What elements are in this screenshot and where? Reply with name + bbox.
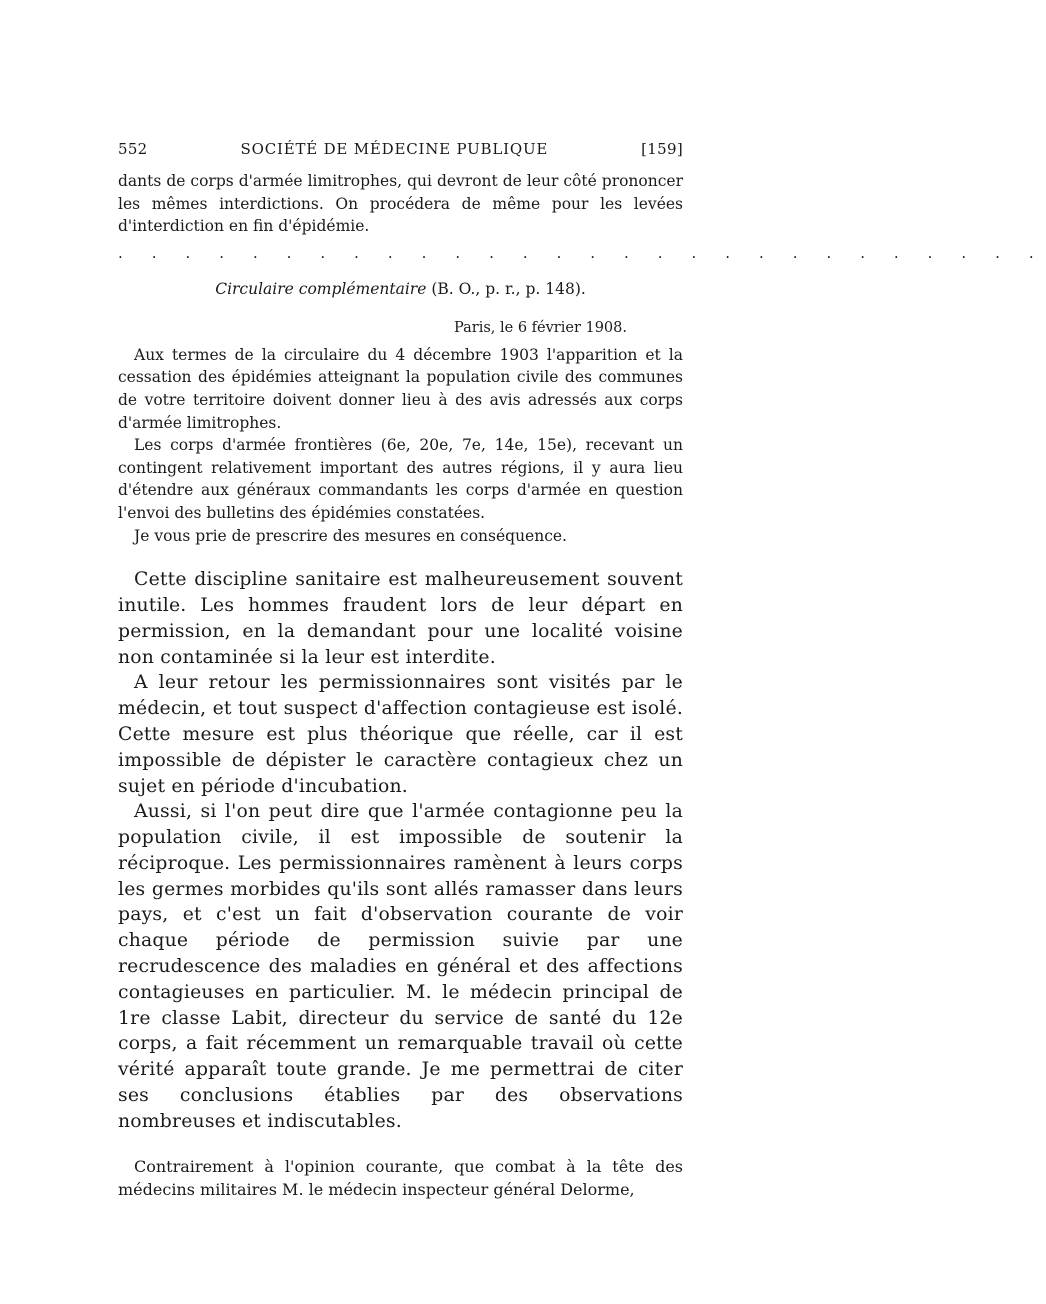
circular-reference: (B. O., p. r., p. 148). [426, 279, 586, 298]
closing-text [118, 1155, 683, 1201]
circular-title: Circulaire complémentaire [215, 279, 427, 298]
final-paragraph: Contrairement à l'opinion courante, que combat à la tête des médecins militaires M. le médecin inspecteur général Delorme, [118, 1156, 683, 1199]
body-paragraph: Cette discipline sanitaire est malheureusement souvent inutile. Les hommes fraudent lors de leur départ en permission, en la demandant pour une localité voisine non contaminée si la leur est interdite. [118, 569, 683, 668]
circular-heading [118, 280, 683, 304]
main-text [118, 567, 683, 1135]
running-title: SOCIÉTÉ DE MÉDECINE PUBLIQUE [240, 140, 549, 158]
circular-paragraph: Aux termes de la circulaire du 4 décembre 1903 l'apparition et la cessation des épidémies atteignant la population civile des communes de votre territoire doivent donner lieu à des avis adressés aux corps d'armée limitrophes. [118, 345, 683, 432]
page-number: 552 [118, 140, 148, 158]
circular-date: Paris, le 6 février 1908. [454, 319, 627, 336]
body-paragraph: A leur retour les permissionnaires sont visités par le médecin, et tout suspect d'affection contagieuse est isolé. Cette mesure est plus théorique que réelle, car il est impossible de dépister le caractère contagieux chez un sujet en période d'incubation. [118, 672, 683, 797]
separator-dots: . . . . . . . . . . . . . . . . . . . . . . . . . . . . [118, 243, 1046, 262]
circular-paragraph: Je vous prie de prescrire des mesures en conséquence. [134, 526, 567, 545]
body-paragraph: Aussi, si l'on peut dire que l'armée contagionne peu la population civile, il est impossible de soutenir la réciproque. Les permissionnaires ramènent à leurs corps les germes morbides qu'ils sont allés ramasser dans leurs pays, et c'est un fait d'observation courante de voir chaque période de permission suivie par une recrudescence des maladies en général et des affections contagieuses en particulier. M. le médecin principal de 1re classe Labit, directeur du service de santé du 12e corps, a fait récemment un remarquable travail où cette vérité apparaît toute grande. Je me permettrai de citer ses conclusions établies par des observations nombreuses et indiscutables. [118, 801, 683, 1132]
circular-paragraph: Les corps d'armée frontières (6e, 20e, 7e, 14e, 15e), recevant un contingent relativement important des autres régions, il y aura lieu d'étendre aux généraux commandants les corps d'armée en question l'envoi des bulletins des épidémies constatées. [118, 436, 683, 522]
running-header [118, 140, 683, 170]
folio-number: [159] [641, 140, 683, 158]
book-page [118, 140, 1046, 1201]
intro-block [118, 170, 683, 238]
intro-paragraph: dants de corps d'armée limitrophes, qui devront de leur côté prononcer les mêmes interdictions. On procédera de même pour les levées d'interdiction en fin d'épidémie. [118, 172, 683, 236]
circular-body [118, 344, 683, 547]
